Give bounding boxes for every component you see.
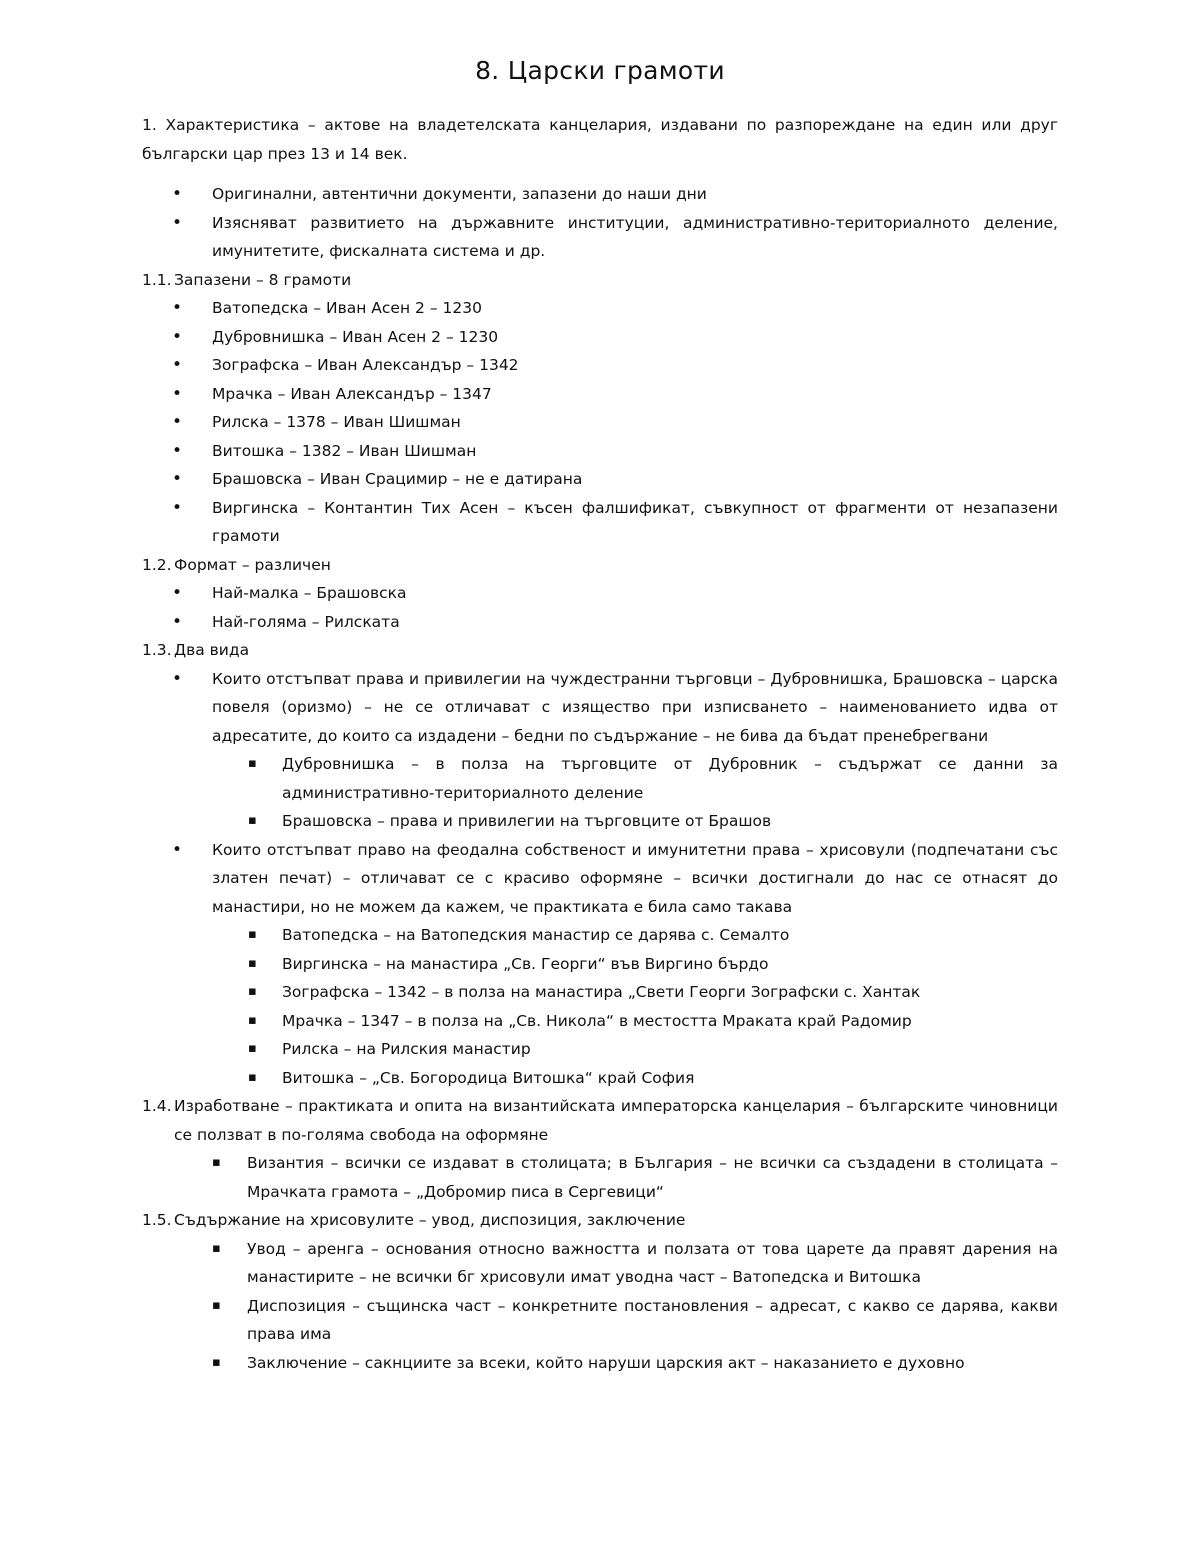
section-1-3-heading — [142, 636, 1058, 665]
list-item: • Изясняват развитието на държавните институции, административно-териториалното деление, имунитетите, фискалната система и др. — [142, 209, 1058, 266]
list-item: ▪ Ватопедска – на Ватопедския манастир се дарява с. Семалто — [142, 921, 1058, 950]
section-heading-text: Формат – различен — [174, 555, 331, 574]
section-number: 1.4. — [142, 1097, 172, 1115]
list-item-type-1 — [142, 665, 1058, 751]
list-item: ▪ Мрачка – 1347 – в полза на „Св. Никола“ в местостта Мраката край Радомир — [142, 1007, 1058, 1036]
list-item: ▪ Рилска – на Рилския манастир — [142, 1035, 1058, 1064]
type-1-sublist — [142, 750, 1058, 836]
list-item: • Витошка – 1382 – Иван Шишман — [142, 437, 1058, 466]
list-item: • Дубровнишка – Иван Асен 2 – 1230 — [142, 323, 1058, 352]
list-item: • Рилска – 1378 – Иван Шишман — [142, 408, 1058, 437]
section-1-4-list — [142, 1149, 1058, 1206]
list-item: • Зографска – Иван Александър – 1342 — [142, 351, 1058, 380]
list-item: ▪ Дубровнишка – в полза на търговците от Дубровник – съдържат се данни за административно-териториалното деление — [142, 750, 1058, 807]
list-item-type-2 — [142, 836, 1058, 922]
list-item: • Оригинални, автентични документи, запазени до наши дни — [142, 180, 1058, 209]
section-1-3-list-2 — [142, 836, 1058, 922]
section-1-5-list — [142, 1235, 1058, 1378]
section-number: 1.1. — [142, 270, 172, 289]
section-1-1-heading — [142, 266, 1058, 295]
list-item: • Ватопедска – Иван Асен 2 – 1230 — [142, 294, 1058, 323]
list-item: • Виргинска – Контантин Тих Асен – късен фалшификат, съвкупност от фрагменти от незапазени грамоти — [142, 494, 1058, 551]
list-item: • Брашовска – Иван Срацимир – не е датирана — [142, 465, 1058, 494]
list-item: ▪ Диспозиция – същинска част – конкретните постановления – адресат, с какво се дарява, какви права има — [142, 1292, 1058, 1349]
section-1-2-heading — [142, 551, 1058, 580]
type-2-text: Които отстъпват право на феодална собственост и имунитетни права – хрисовули (подпечатани със златен печат) – отличават се с красиво оформяне – всички достигнали до нас се отнасят до манастири, но не можем да кажем, че практиката е била само такава — [212, 840, 1058, 916]
section-1-3-list — [142, 665, 1058, 751]
list-item: ▪ Виргинска – на манастира „Св. Георги“ във Виргино бърдо — [142, 950, 1058, 979]
type-1-text: Които отстъпват права и привилегии на чуждестранни търговци – Дубровнишка, Брашовска – царска повеля (оризмо) – не се отличават с изящество при изписването – наименованието идва от адресатите, до които са издадени – бедни по съдържание – не бива да бъдат пренебрегвани — [212, 669, 1058, 745]
list-item: • Мрачка – Иван Александър – 1347 — [142, 380, 1058, 409]
section-heading-text: Два вида — [174, 641, 250, 659]
intro-paragraph: 1. Характеристика – актове на владетелската канцелария, издавани по разпореждане на един или друг български цар през 13 и 14 век. — [142, 116, 1058, 163]
document-title: 8. Царски грамоти — [475, 56, 725, 85]
list-item: • Най-голяма – Рилската — [142, 608, 1058, 637]
list-item: ▪ Заключение – сакнциите за всеки, който наруши царския акт – наказанието е духовно — [142, 1349, 1058, 1378]
intro-bullet-list — [142, 180, 1058, 266]
list-item: ▪ Брашовска – права и привилегии на търговците от Брашов — [142, 807, 1058, 836]
list-item: ▪ Византия – всички се издават в столицата; в България – не всички са създадени в столицата – Мрачката грамота – „Добромир писа в Сергевици“ — [142, 1149, 1058, 1206]
section-1-1-list — [142, 294, 1058, 551]
section-heading-text: Съдържание на хрисовулите – увод, диспозиция, заключение — [174, 1211, 686, 1229]
list-item: ▪ Зографска – 1342 – в полза на манастира „Свети Георги Зографски с. Хантак — [142, 978, 1058, 1007]
section-1-5-heading — [142, 1206, 1058, 1235]
section-number: 1.5. — [142, 1211, 172, 1229]
list-item: • Най-малка – Брашовска — [142, 579, 1058, 608]
list-item: ▪ Увод – аренга – основания относно важността и ползата от това царете да правят дарения на манастирите – не всички бг хрисовули имат уводна част – Ватопедска и Витошка — [142, 1235, 1058, 1292]
section-1-4-heading — [142, 1092, 1058, 1149]
section-number: 1.2. — [142, 555, 172, 574]
section-1-2-list — [142, 579, 1058, 636]
list-item: ▪ Витошка – „Св. Богородица Витошка“ край София — [142, 1064, 1058, 1093]
section-heading-text: Изработване – практиката и опита на византийската императорска канцелария – българските чиновници се ползват в по-голяма свобода на оформяне — [174, 1097, 1058, 1144]
type-2-sublist — [142, 921, 1058, 1092]
section-number: 1.3. — [142, 641, 172, 659]
section-heading-text: Запазени – 8 грамоти — [174, 270, 352, 289]
